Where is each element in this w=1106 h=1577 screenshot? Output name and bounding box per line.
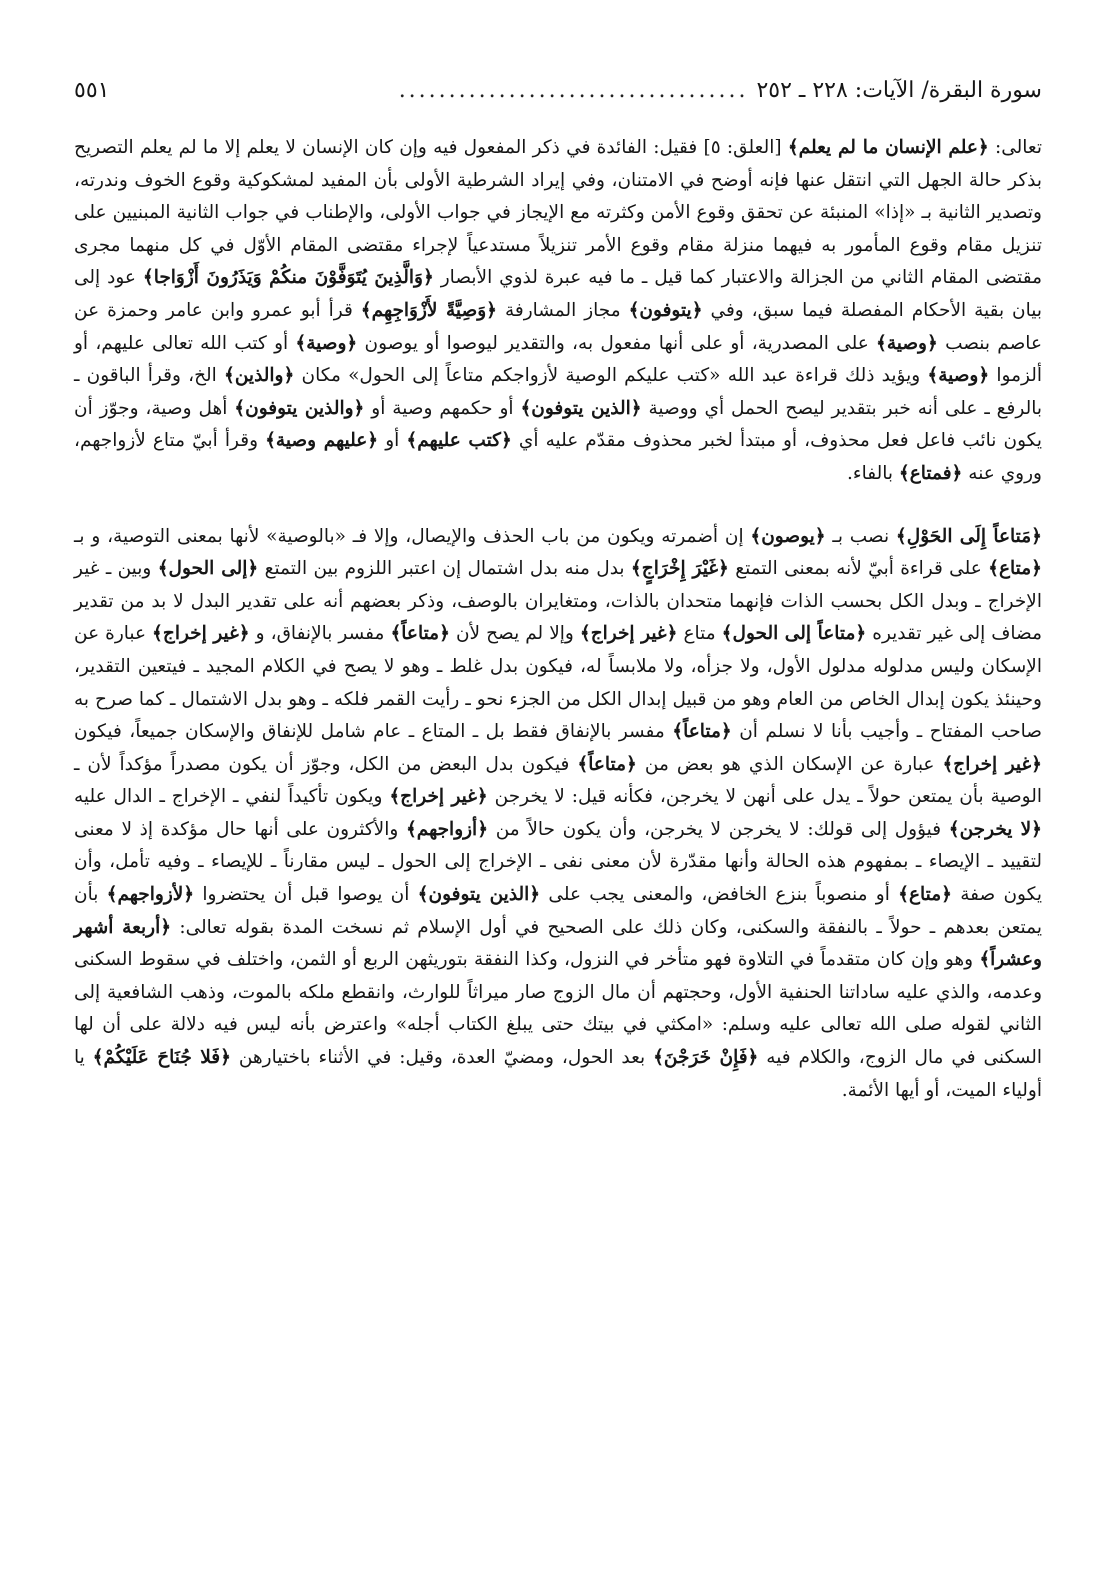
quran-quote: ﴿مَتاعاً إِلَى الحَوْلِ﴾ [895,525,1042,547]
quran-quote: ﴿غير إخراج﴾ [942,753,1042,775]
quran-quote: ﴿وصية﴾ [876,332,938,354]
quran-quote: ﴿أربعة أشهر وعشراً﴾ [74,916,1042,971]
commentary-paragraph-2 [74,521,1042,1108]
quran-quote: ﴿والذين يتوفون﴾ [234,397,365,419]
quran-quote: ﴿والذين﴾ [224,365,295,387]
commentary-text: الخ، وقرأ الباقون ـ بالرفع ـ على أنه خبر بتقدير ليصح الحمل أي ووصية [74,365,1042,419]
quran-quote: ﴿علم الإنسان ما لم يعلم﴾ [787,137,989,158]
commentary-text: أو حكمهم وصية أو [364,397,521,419]
quran-quote: ﴿متاعاً﴾ [577,753,637,775]
quran-quote: ﴿وَصِيَّةً لأَزْوَاجِهِم﴾ [360,299,497,321]
commentary-text: أو منصوباً بنزع الخافض، والمعنى يجب على [540,884,899,906]
surah-heading: سورة البقرة/ الآيات: ٢٢٨ ـ ٢٥٢ [756,78,1042,103]
quran-quote: ﴿عليهم وصية﴾ [265,430,379,452]
book-page [74,78,1042,1528]
commentary-text: فيكون بدل البعض من الكل، وجوّز أن يكون مصدراً مؤكداً لأن ـ الوصية بأن يمتعن حولاً ـ يدل على أنهن لا يخرجن، فكأنه قيل: لا يخرجن [74,753,1043,808]
commentary-text: بأن يمتعن بعدهم ـ حولاً ـ بالنفقة والسكنى، وكان ذلك على الصحيح في أول الإسلام ثم نسخت المدة بقوله تعالى: [74,884,1042,938]
page-number: ٥٥١ [74,78,110,103]
commentary-text: بعد الحول، ومضيّ العدة، وقيل: في الأثناء باختيارهن [230,1047,654,1069]
quran-quote: ﴿غير إخراج﴾ [579,623,678,645]
quran-quote: ﴿غير إخراج﴾ [389,786,488,808]
commentary-text: وإلا لم يصح لأن [449,623,580,645]
commentary-text: عبارة عن الإسكان وليس مدلوله مدلول الأول، ولا جزأه، ولا ملابساً له، فيكون بدل غلط ـ وهو لا يصح في الكلام المجيد ـ فيتعين التقدير، وحينئذ يكون إبدال الخاص من العام وهو من قبيل إبدال الكل من الجزء نحو ـ رأيت القمر فلكه ـ وهو بدل الاشتمال ـ كما صرح به صاحب المفتاح ـ وأجيب بأنا لا نسلم أن [74,623,1042,743]
commentary-paragraph-1 [74,132,1042,491]
commentary-text: أن يوصوا قبل أن يحتضروا [194,884,418,906]
commentary-text: إن أضمرته ويكون من باب الحذف والإيصال، وإلا فـ «بالوصية» لأنها بمعنى التوصية، و بـ [74,525,751,547]
commentary-text: وقرأ أبيّ متاع لأزواجهم، وروي عنه [74,430,1042,484]
commentary-text: أو كتب الله تعالى عليهم، أو ألزموا [74,332,1042,387]
commentary-text: مفسر بالإنفاق فقط بل ـ المتاع ـ عام شامل للإنفاق والإسكان جميعاً، فيكون [74,721,673,743]
commentary-text: متاع [677,623,722,645]
commentary-text: مفسر بالإنفاق، و [249,623,391,645]
commentary-text: عبارة عن الإسكان الذي هو بعض من [636,753,943,775]
quran-quote: ﴿وصية﴾ [295,332,358,354]
dot-leader: ................................... [398,78,749,103]
quran-quote: ﴿فمتاع﴾ [898,462,963,484]
quran-quote: ﴿متاع﴾ [898,884,952,906]
quran-quote: ﴿متاعاً﴾ [390,623,450,645]
commentary-text: بدل منه بدل اشتمال إن اعتبر اللزوم بين التمتع [258,558,631,580]
quran-quote: ﴿غَيْرَ إِخْرَاجٍ﴾ [630,558,729,580]
quran-quote: ﴿الذين يتوفون﴾ [520,397,642,419]
running-header [74,78,1042,118]
quran-quote: ﴿فَإِنْ خَرَجْنَ﴾ [653,1047,759,1069]
quran-quote: ﴿فَلا جُنَاحَ عَلَيْكُمْ﴾ [92,1047,231,1069]
quran-quote: ﴿يوصون﴾ [750,525,826,547]
quran-quote: ﴿وَالَّذِينَ يُتَوَفَّوْنَ منكُمْ وَيَذَرُونَ أَزْوَاجا﴾ [142,267,434,289]
quran-quote: ﴿متاعاً﴾ [672,721,732,743]
commentary-text: وهو وإن كان متقدماً في التلاوة فهو متأخر في النزول، وكذا النفقة بتوريثهن الربع أو الثمن، واختلف في سقوط السكنى وعدمه، والذي عليه ساداتنا الحنفية الأول، وحجتهم أن مال الزوج صار ميراثاً للوارث، وانقطع ملكه بالموت، وذهب الشافعية إلى الثاني لقوله صلى الله تعالى عليه وسلم: «امكثي في بيتك حتى يبلغ الكتاب أجله» واعترض بأنه ليس فيه دلالة على أن لها السكنى في مال الزوج، والكلام فيه [74,949,1042,1069]
commentary-text: أو [378,430,407,452]
quran-quote: ﴿الذين يتوفون﴾ [417,884,541,906]
quran-quote: ﴿يتوفون﴾ [628,299,703,321]
commentary-text: بالفاء. [847,462,899,484]
commentary-text: يا أولياء الميت، أو أيها الأئمة. [74,1047,1042,1101]
commentary-text: أهل وصية، وجوّز أن يكون نائب فاعل فعل محذوف، أو مبتدأ لخبر محذوف مقدّم عليه أي [74,397,1042,452]
quran-quote: ﴿كتب عليهم﴾ [406,430,512,452]
commentary-text: نصب بـ [825,525,896,547]
commentary-text: فيؤول إلى قولك: لا يخرجن لا يخرجن، وأن يكون حالاً من [488,818,949,840]
commentary-text: قرأ أبو عمرو وابن عامر وحمزة عن عاصم بنصب [74,299,1042,354]
commentary-text: ويكون تأكيداً لنفي ـ الإخراج ـ الدال عليه [74,786,390,808]
commentary-text: مجاز المشارفة [496,299,629,321]
commentary-text: وبين ـ غير الإخراج ـ وبدل الكل بحسب الذات فإنهما متحدان بالذات، ومتغايران بالوصف، وذكر بعضهم أنه على تقدير البدل لا بد من تقدير مضاف إلى غير تقديره [74,558,1043,645]
commentary-text: [العلق: ٥] فقيل: الفائدة في ذكر المفعول فيه وإن كان الإنسان لا يعلم إلا ما لم يعلم التصريح بذكر حالة الجهل التي انتقل عنها فإنه أوضح في الامتنان، وفي إيراد الشرطية الأولى بأن المفيد لمشكوكية وقوع الخوف وندرته، وتصدير الثانية بـ «إذا» المنبئة عن تحقق وقوع الأمن وكثرته مع الإيجاز في جواب الأولى، والإطناب في جواب الثانية المبنيين على تنزيل مقام وقوع المأمور به فيهما منزلة مقام وقوع الأمر تنزيلاً مستدعياً لإجراء مقتضى المقام الأوّل في كل منهما مجرى مقتضى المقام الثاني من الجزالة والاعتبار كما قيل ـ ما فيه عبرة لذوي الأبصار [74,137,1043,289]
quran-quote: ﴿متاعاً إلى الحول﴾ [721,623,867,645]
commentary-text: تعالى: [988,137,1042,158]
commentary-text: عود إلى بيان بقية الأحكام المفصلة فيما سبق، وفي [74,267,1043,321]
quran-quote: ﴿متاع﴾ [988,558,1042,580]
commentary-text: والأكثرون على أنها حال مؤكدة إذ لا معنى لتقييد ـ الإيصاء ـ بمفهوم هذه الحالة وأنها مقدّرة لأن معنى نفى ـ الإخراج إلى الحول ـ ليس مقارناً ـ للإيصاء ـ وفيه تأمل، وأن يكون صفة [74,818,1042,906]
commentary-text: على المصدرية، أو على أنها مفعول به، والتقدير ليوصوا أو يوصون [357,332,876,354]
quran-quote: ﴿أزواجهم﴾ [405,818,489,840]
commentary-text: على قراءة أبيّ لأنه بمعنى التمتع [728,558,989,580]
quran-quote: ﴿إلى الحول﴾ [157,558,259,580]
quran-quote: ﴿لا يخرجن﴾ [948,818,1043,840]
quran-quote: ﴿لأزواجهم﴾ [106,884,195,906]
commentary-text: ويؤيد ذلك قراءة عبد الله «كتب عليكم الوصية لأزواجكم متاعاً إلى الحول» مكان [294,365,928,387]
quran-quote: ﴿وصية﴾ [927,365,990,387]
quran-quote: ﴿غير إخراج﴾ [152,623,250,645]
